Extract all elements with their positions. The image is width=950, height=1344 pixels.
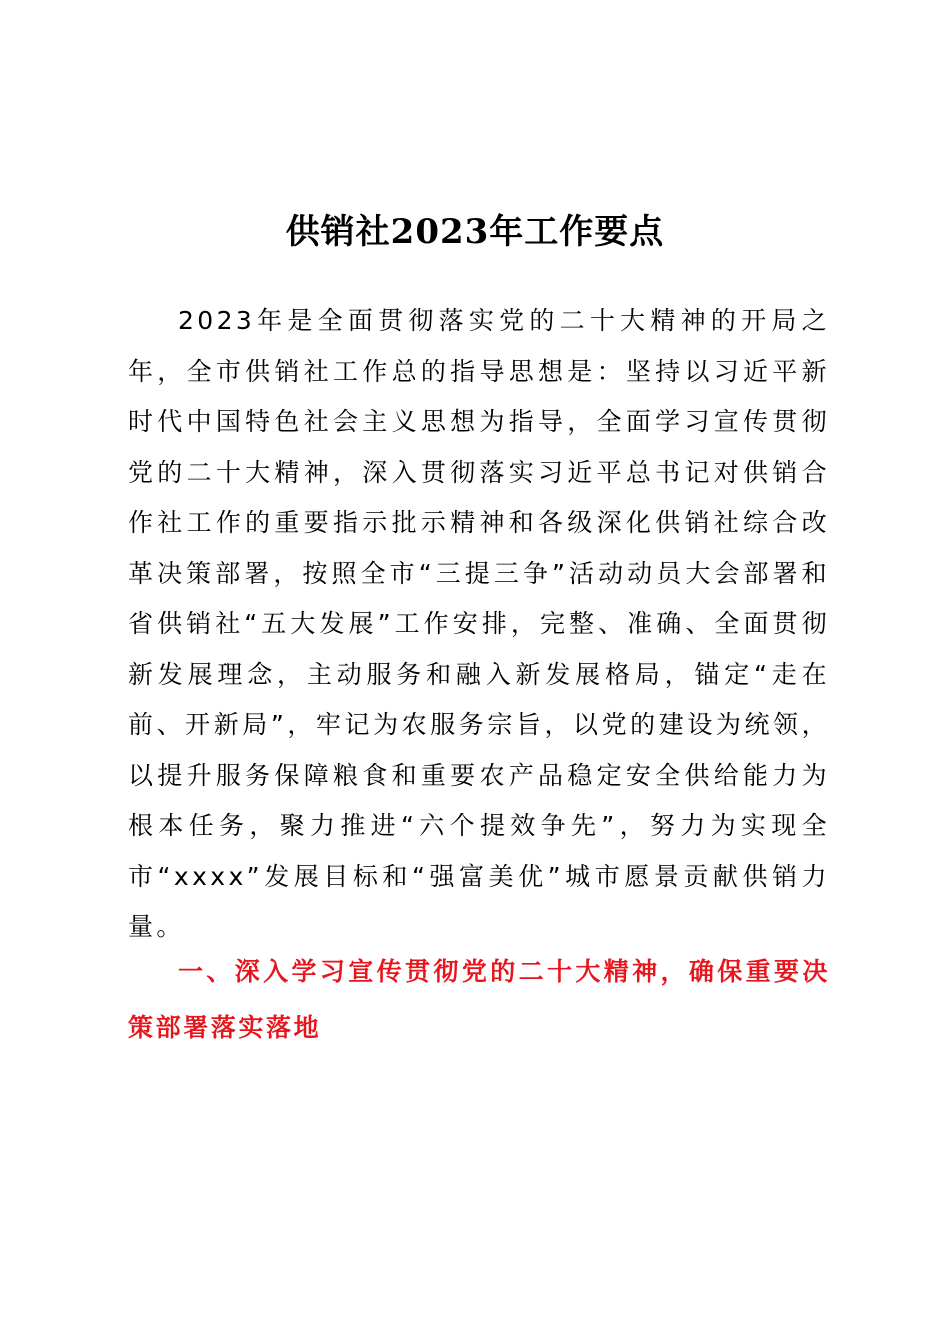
section-heading-1: 一、深入学习宣传贯彻党的二十大精神，确保重要决策部署落实落地 xyxy=(128,957,830,1042)
document-title: 供销社2023年工作要点 xyxy=(285,212,665,252)
intro-paragraph: 2023年是全面贯彻落实党的二十大精神的开局之年，全市供销社工作总的指导思想是：坚持以习近平新时代中国特色社会主义思想为指导，全面学习宣传贯彻党的二十大精神，深入贯彻落实习近平总书记对供销合作社工作的重要指示批示精神和各级深化供销社综合改革决策部署，按照全市“三提三争”活动动员大会部署和省供销社“五大发展”工作安排，完整、准确、全面贯彻新发展理念，主动服务和融入新发展格局，锚定“走在前、开新局”，牢记为农服务宗旨，以党的建设为统领，以提升服务保障粮食和重要农产品稳定安全供给能力为根本任务，聚力推进“六个提效争先”，努力为实现全市“xxxx”发展目标和“强富美优”城市愿景贡献供销力量。 xyxy=(128,306,830,941)
